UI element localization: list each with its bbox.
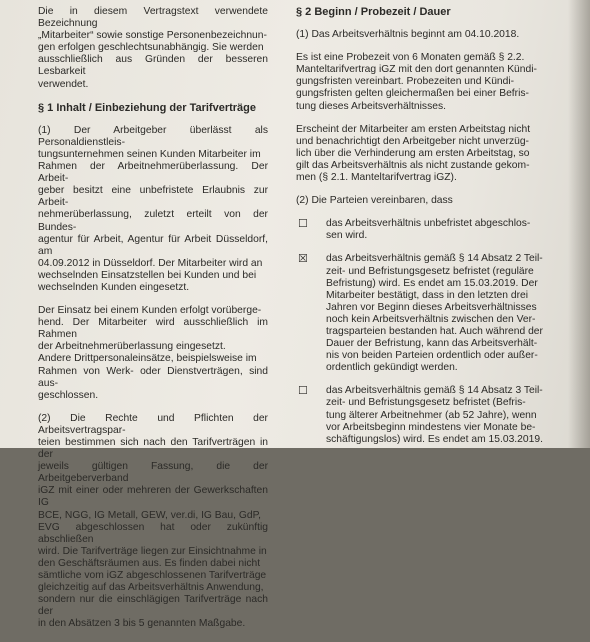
left-column — [38, 6, 268, 642]
option-fixed-term-regular-text: das Arbeitsverhältnis gemäß § 14 Absatz 2 Teil- zeit- und Befristungsgesetz befristet (reguläre Befristung) wird. Es endet am 15.03.2019. Der Mitarbeiter bestätigt, dass in den letzten drei Jahren vor Beginn dieses Arbeitsverhältnisses noch kein Arbeitsverhältnis zwischen den Ver- tragsparteien bestanden hat. Auch während der Dauer der Befristung, kann das Arbeitsverhält- nis von beiden Parteien ordentlich oder außer- ordentlich gekündigt werden. — [326, 253, 543, 374]
agreement-intro: (2) Die Parteien vereinbaren, dass — [296, 195, 453, 207]
section-1-heading: § 1 Inhalt / Einbeziehung der Tarifverträge — [38, 101, 257, 114]
checkbox-unchecked-icon: ☐ — [298, 385, 308, 398]
no-show-paragraph: Erscheint der Mitarbeiter am ersten Arbeitstag nicht und benachrichtigt den Arbeitgeber nicht unverzüg- lich über die Verhinderung am ersten Arbeitstag, so gilt das Arbeitsverhältnis als nicht zustande gekom- men (§ 2.1. Manteltarifvertrag iGZ). — [296, 123, 531, 184]
option-fixed-term-regular — [296, 253, 552, 374]
checkbox-checked-icon: ☒ — [298, 253, 308, 266]
start-date-paragraph: (1) Das Arbeitsverhältnis beginnt am 04.10.2018. — [296, 29, 520, 41]
option-unlimited — [296, 218, 552, 242]
option-fixed-term-older — [296, 385, 552, 445]
section-1-paragraph-3: (2) Die Rechte und Pflichten der Arbeitsvertragspar- teien bestimmen sich nach den Tarifverträgen in der jeweils gültigen Fassung, die der Arbeitgeberverband iGZ mit einer oder mehreren der Gewerkschaften IG BCE, NGG, IG Metall, GEW, ver.di, IG Bau, GdP, EVG abgeschlossen hat oder zukünftig abschließen wird. Die Tarifverträge liegen zur Einsichtnahme in den Geschäftsräumen aus. Es finden dabei nicht sämtliche vom iGZ abgeschlossenen Tarifverträge gleichzeitig auf das Arbeitsverhältnis Anwendung, sondern nur die einschlägigen Tarifverträge nach der in den Absätzen 3 bis 5 genannten Maßgabe. — [38, 412, 268, 630]
section-1-paragraph-2: Der Einsatz bei einem Kunden erfolgt vorüberge- hend. Der Mitarbeiter wird ausschließlich im Rahmen der Arbeitnehmerüberlassung eingesetzt. Andere Drittpersonaleinsätze, beispielsweise im Rahmen von Werk- oder Dienstverträgen, sind aus- geschlossen. — [38, 305, 268, 401]
section-1-paragraph-1: (1) Der Arbeitgeber überlässt als Personaldienstleis- tungsunternehmen seinen Kunden Mitarbeiter im Rahmen der Arbeitnehmerüberlassung. Der Arbeit- geber besitzt eine unbefristete Erlaubnis zur Arbeit- nehmerüberlassung, zuletzt erteilt von der Bundes- agentur für Arbeit, Agentur für Arbeit Düsseldorf, am 04.09.2012 in Düsseldorf. Der Mitarbeiter wird an wechselnden Einsatzstellen bei Kunden und bei wechselnden Kunden eingesetzt. — [38, 124, 268, 293]
probation-paragraph: Es ist eine Probezeit von 6 Monaten gemäß § 2.2. Manteltarifvertrag iGZ mit den dort genannten Kündi- gungsfristen vereinbart. Probezeiten und Kündi- gungsfristen gelten gleichermaßen bei einer Befris- tung dieses Arbeitsverhältnisses. — [296, 52, 537, 112]
right-column — [296, 6, 552, 457]
checkbox-unchecked-icon: ☐ — [298, 218, 308, 231]
section-2-heading: § 2 Beginn / Probezeit / Dauer — [296, 6, 451, 18]
option-fixed-term-older-text: das Arbeitsverhältnis gemäß § 14 Absatz 3 Teil- zeit- und Befristungsgesetz befristet (Befris- tung älterer Arbeitnehmer (ab 52 Jahre), wenn vor Arbeitsbeginn mindestens vier Monate be- schäftigungslos) wird. Es endet am 15.03.2019. — [326, 385, 543, 445]
gender-note-paragraph: Die in diesem Vertragstext verwendete Bezeichnung „Mitarbeiter“ sowie sonstige Personenbezeichnun- gen erfolgen geschlechtsunabhängig. Sie werden ausschließlich aus Gründen der besseren Lesbarkeit verwendet. — [38, 6, 268, 90]
option-unlimited-text: das Arbeitsverhältnis unbefristet abgeschlos- sen wird. — [326, 218, 531, 242]
page-edge-shadow — [568, 0, 590, 448]
